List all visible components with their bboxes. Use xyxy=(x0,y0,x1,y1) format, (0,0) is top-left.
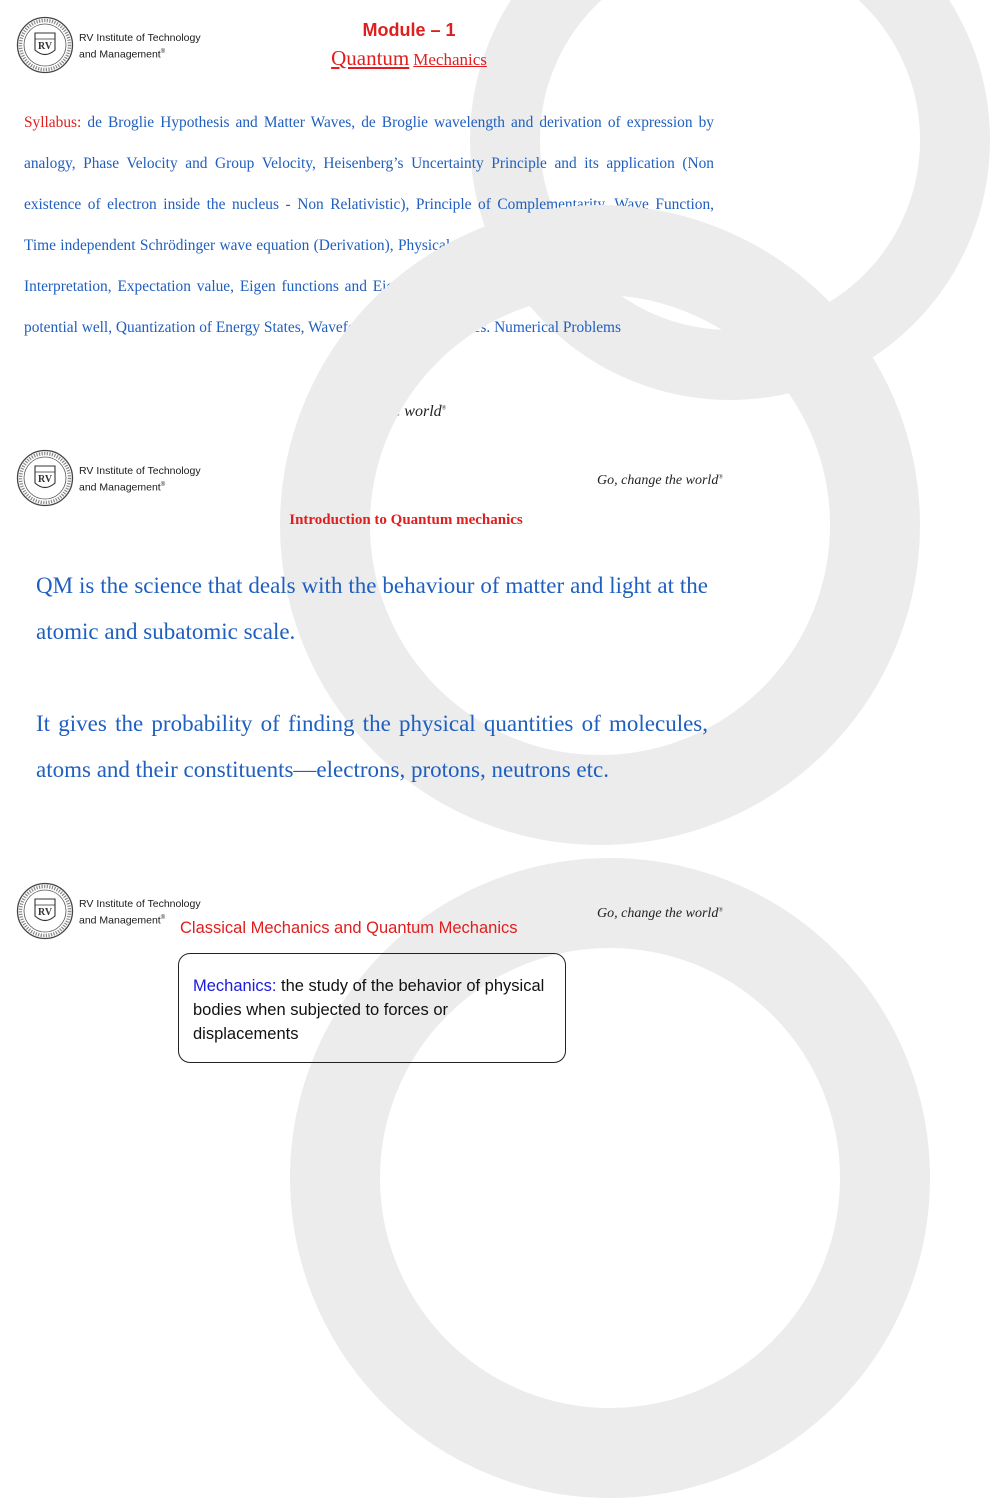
registered-mark: ® xyxy=(160,915,166,921)
mechanics-definition: the study of the behavior of physical bodies when subjected to forces or displacements xyxy=(193,977,545,1043)
paragraph-probability: It gives the probability of finding the physical quantities of molecules, atoms and their constituents—electrons, protons, neutrons etc. xyxy=(36,711,708,782)
syllabus-label: Syllabus: xyxy=(24,114,82,131)
logo-letters: RV xyxy=(37,474,53,485)
registered-mark: ® xyxy=(160,482,166,488)
tagline-header xyxy=(597,473,723,489)
tagline-footer xyxy=(303,403,446,421)
institution-name-line2: and Management xyxy=(79,48,161,61)
institution-name-line2: and Management xyxy=(79,914,161,927)
syllabus-text xyxy=(24,102,714,348)
institution-name-line1: RV Institute of Technology xyxy=(79,898,201,910)
rv-logo-icon xyxy=(16,882,74,940)
institution-name-line2: and Management xyxy=(79,481,161,494)
tagline-mark: ® xyxy=(718,474,723,481)
registered-mark: ® xyxy=(160,49,166,55)
syllabus-content: de Broglie Hypothesis and Matter Waves, de Broglie wavelength and derivation of expression by analogy, Phase Velocity and Group Velocity, Heisenberg’s Uncertainty Principle and its application (Non existence of electron inside the nucleus - Non Relativistic), Principle of Complementarity, Wave Function, Time independent Schrödinger wave equation (Derivation), Physical Significance of a wave function and Born Interpretation, Expectation value, Eigen functions and Eigen Values, Particle inside one dimensional infinite potential well, Quantization of Energy States, Waveforms and Probabilities. Numerical Problems xyxy=(24,114,714,336)
paragraph-definition: QM is the science that deals with the behaviour of matter and light at the atomic and subatomic scale. xyxy=(36,573,708,644)
module-title: Module – 1 xyxy=(362,20,456,40)
section-title: Classical Mechanics and Quantum Mechanics xyxy=(180,919,518,937)
section-title: Introduction to Quantum mechanics xyxy=(289,512,523,528)
institution-name xyxy=(79,464,201,495)
slide-syllabus xyxy=(0,0,768,435)
mechanics-definition-box xyxy=(178,953,566,1063)
subject-title xyxy=(0,46,768,71)
subject-title-first: Quantum xyxy=(331,46,410,70)
institution-name-line2-wrap xyxy=(79,478,201,495)
tagline-text: Go, change the world xyxy=(597,906,719,921)
tagline-text: Go, change the world xyxy=(597,473,719,488)
tagline-text: Go, change the world xyxy=(303,403,442,420)
slide-classical-vs-quantum xyxy=(0,868,768,1043)
institution-name-line1: RV Institute of Technology xyxy=(79,465,201,477)
rv-logo-icon xyxy=(16,449,74,507)
subject-title-second: Mechanics xyxy=(413,50,487,69)
mechanics-term: Mechanics: xyxy=(193,977,277,995)
tagline-mark: ® xyxy=(718,907,723,914)
logo-letters: RV xyxy=(37,907,53,918)
institution-name-line1: RV Institute of Technology xyxy=(79,32,201,44)
tagline-mark: ® xyxy=(441,405,447,412)
logo-letters: RV xyxy=(37,41,53,52)
tagline-header xyxy=(597,906,723,922)
slide-introduction xyxy=(0,435,768,868)
